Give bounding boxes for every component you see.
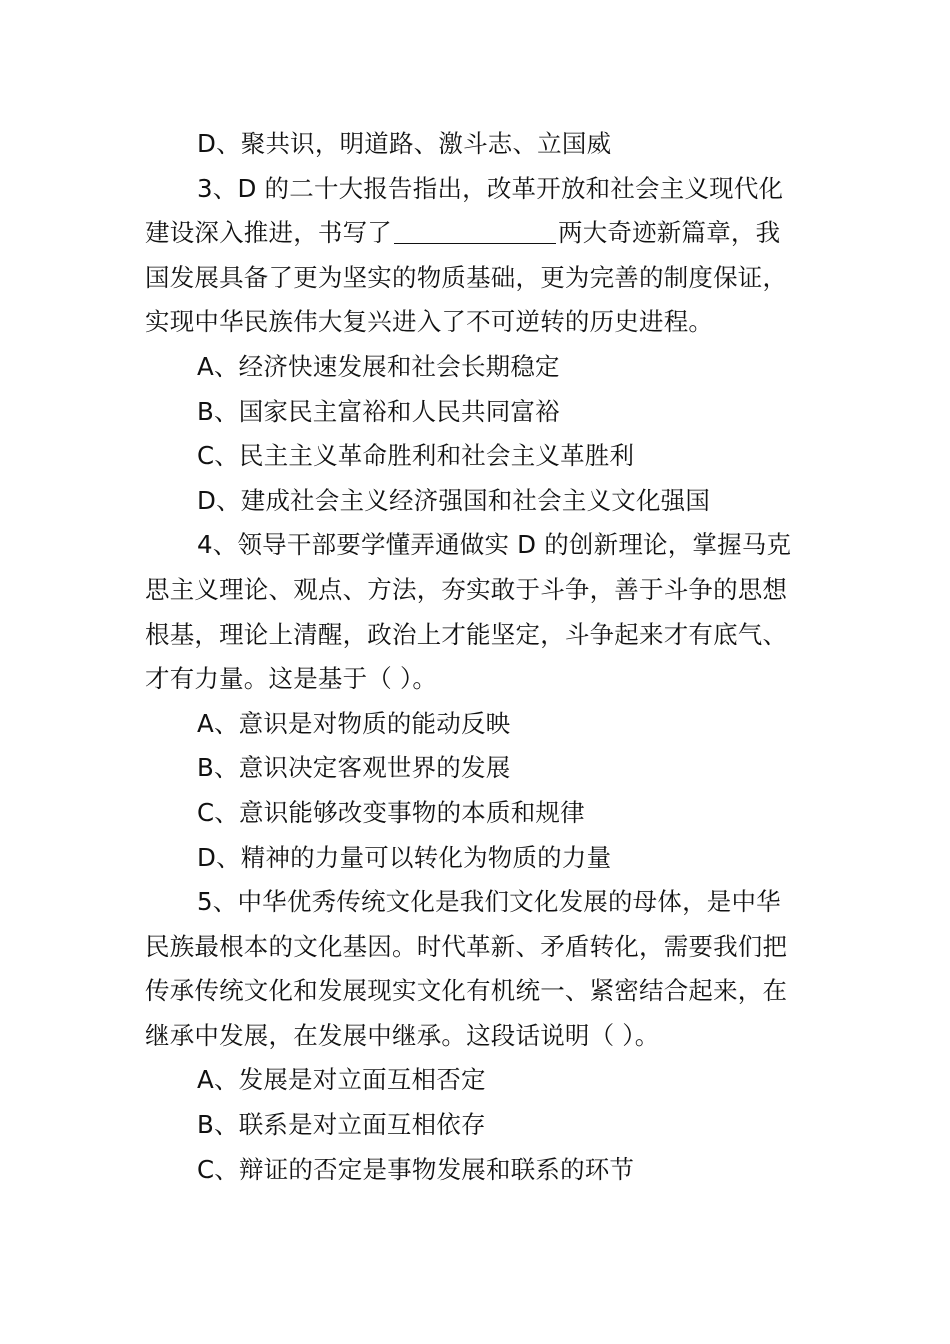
q3-stem-line-3: 国发展具备了更为坚实的物质基础，更为完善的制度保证， — [145, 262, 788, 292]
q4-stem-line-2: 思主义理论、观点、方法，夯实敢于斗争，善于斗争的思想 — [145, 574, 788, 604]
q4-option-c: C、意识能够改变事物的本质和规律 — [197, 797, 585, 827]
q3-stem-text-after-blank: 两大奇迹新篇章，我 — [558, 218, 781, 248]
q5-option-b: B、联系是对立面互相依存 — [197, 1110, 486, 1140]
q5-option-c: C、辩证的否定是事物发展和联系的环节 — [197, 1154, 635, 1184]
q5-stem-line-2: 民族最根本的文化基因。时代革新、矛盾转化，需要我们把 — [145, 931, 788, 961]
q4-option-a: A、意识是对物质的能动反映 — [197, 708, 511, 738]
q3-option-b: B、国家民主富裕和人民共同富裕 — [197, 396, 560, 426]
q3-stem-line-2 — [145, 211, 810, 256]
q4-stem-line-4: 才有力量。这是基于（ ）。 — [145, 664, 438, 694]
q3-option-a: A、经济快速发展和社会长期稳定 — [197, 351, 560, 381]
q4-stem-line-1: 4、领导干部要学懂弄通做实 D 的创新理论，掌握马克 — [197, 530, 792, 560]
q3-stem-text-before-blank: 建设深入推进，书写了 — [145, 218, 392, 248]
q5-stem-line-3: 传承传统文化和发展现实文化有机统一、紧密结合起来，在 — [145, 976, 788, 1006]
q4-stem-line-3: 根基，理论上清醒，政治上才能坚定，斗争起来才有底气、 — [145, 619, 788, 649]
q3-stem-line-1: 3、D 的二十大报告指出，改革开放和社会主义现代化 — [197, 173, 784, 203]
prev-question-option-d: D、聚共识，明道路、激斗志、立国威 — [197, 129, 612, 158]
q5-stem-line-1: 5、中华优秀传统文化是我们文化发展的母体，是中华 — [197, 887, 781, 917]
q3-option-d: D、建成社会主义经济强国和社会主义文化强国 — [197, 485, 711, 515]
q5-stem-line-4: 继承中发展，在发展中继承。这段话说明（ ）。 — [145, 1020, 660, 1050]
q4-option-d: D、精神的力量可以转化为物质的力量 — [197, 842, 612, 872]
q3-option-c: C、民主主义革命胜利和社会主义革胜利 — [197, 441, 635, 471]
q3-fill-in-blank — [394, 243, 556, 245]
q5-option-a: A、发展是对立面互相否定 — [197, 1065, 486, 1095]
q4-option-b: B、意识决定客观世界的发展 — [197, 753, 511, 783]
document-body — [145, 122, 810, 1192]
q3-stem-line-4: 实现中华民族伟大复兴进入了不可逆转的历史进程。 — [145, 307, 714, 337]
